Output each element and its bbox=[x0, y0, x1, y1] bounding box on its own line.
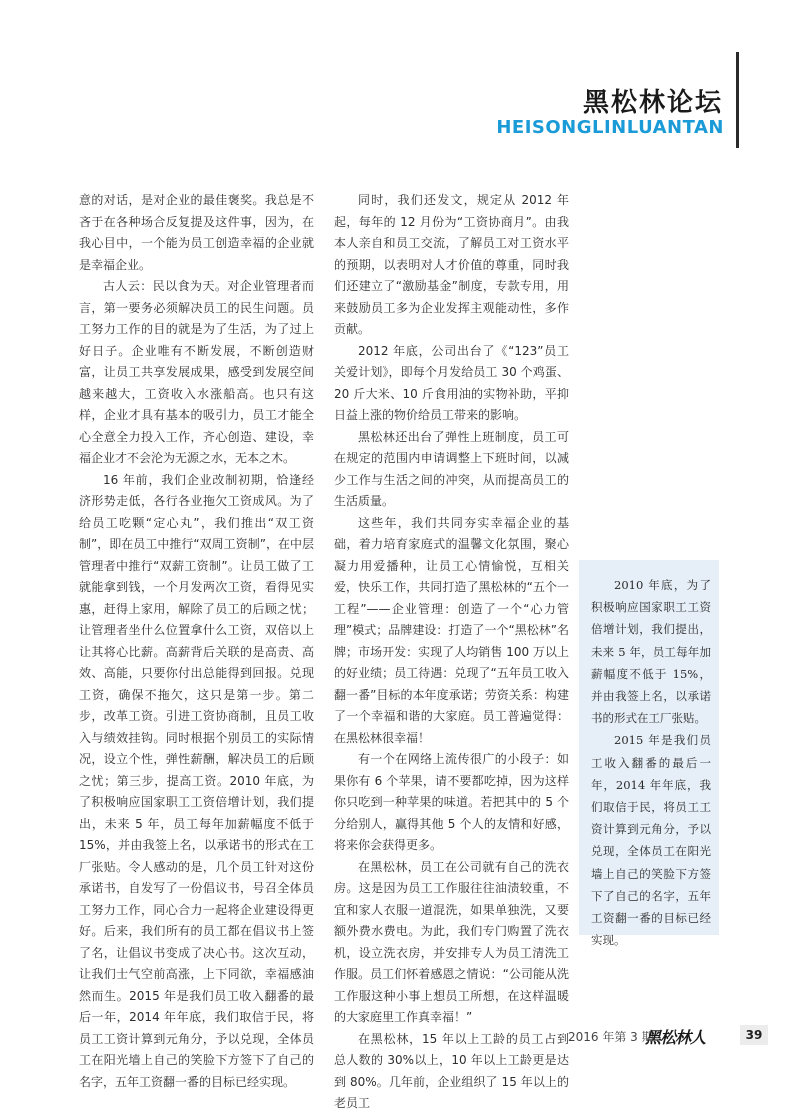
paragraph: 黑松林还出台了弹性上班制度，员工可在规定的范围内申请调整上下班时间，以减少工作与生活之间的冲突，从而提高员工的生活质量。 bbox=[334, 429, 569, 508]
section-title: 黑松林论坛 bbox=[582, 88, 723, 118]
paragraph: 在黑松林，员工在公司就有自己的洗衣房。这是因为员工工作服往往油渍较重，不宜和家人衣服一道混洗，如果单独洗，又要额外费水费电。为此，我们专门购置了洗衣机，设立洗衣房，并安排专人为员工清洗工作服。员工们怀着感恩之情说：“公司能从洗工作服这种小事上想员工所想，在这样温暖的大家庭里工作真幸福！” bbox=[334, 859, 569, 1024]
magazine-logo: 黑松林人 bbox=[645, 1028, 706, 1047]
article-column-2 bbox=[334, 190, 569, 1115]
pull-quote-text bbox=[591, 574, 711, 951]
page-number: 39 bbox=[740, 1025, 768, 1045]
paragraph: 意的对话，是对企业的最佳褒奖。我总是不吝于在各种场合反复提及这件事，因为，在我心目中，一个能为员工创造幸福的企业就是幸福企业。 bbox=[79, 193, 314, 272]
header-vertical-rule bbox=[736, 52, 739, 148]
article-column-1 bbox=[79, 190, 314, 1093]
paragraph: 这些年，我们共同夯实幸福企业的基础，着力培育家庭式的温馨文化氛围，聚心凝力用爱播种，让员工心情愉悦，互相关爱，快乐工作，共同打造了黑松林的“五个一工程”——企业管理：创造了一个“心力管理”模式；品牌建设：打造了一个“黑松林”名牌；市场开发：实现了人均销售 100 万以上的好业绩；员工待遇：兑现了“五年员工收入翻一番”目标的本年度承诺；劳资关系：构建了一个幸福和谐的大家庭。员工普遍觉得：在黑松林很幸福！ bbox=[334, 515, 569, 745]
pull-quote-paragraph: 2015 年是我们员工收入翻番的最后一年，2014 年年底，我们取信于民，将员工工资计算到元角分，予以兑现，全体员工在阳光墙上自己的笑脸下方签下了自己的名字，五年工资翻一番的目标已经实现。 bbox=[591, 733, 711, 948]
paragraph: 2012 年底，公司出台了《“123”员工关爱计划》，即每个月发给员工 30 个鸡蛋、20 斤大米、10 斤食用油的实物补助，平抑日益上涨的物价给员工带来的影响。 bbox=[334, 343, 569, 422]
paragraph: 同时，我们还发文，规定从 2012 年起，每年的 12 月份为“工资协商月”。由我本人亲自和员工交流，了解员工对工资水平的预期，以表明对人才价值的尊重，同时我们还建立了“激励基金”制度，专款专用，用来鼓励员工多为企业发挥主观能动性，多作贡献。 bbox=[334, 193, 569, 336]
section-title-pinyin: HEISONGLINLUANTAN bbox=[496, 117, 724, 138]
paragraph: 古人云：民以食为天。对企业管理者而言，第一要务必须解决员工的民生问题。员工努力工作的目的就是为了生活，为了过上好日子。企业唯有不断发展，不断创造财富，让员工共享发展成果，感受到发展空间越来越大，工资收入水涨船高。也只有这样，企业才具有基本的吸引力，员工才能全心全意全力投入工作，齐心创造、建设，幸福企业才不会沦为无源之水，无本之木。 bbox=[79, 279, 314, 465]
paragraph: 有一个在网络上流传很广的小段子：如果你有 6 个苹果，请不要都吃掉，因为这样你只吃到一种苹果的味道。若把其中的 5 个分给别人，赢得其他 5 个人的友情和好感，将来你会获得更多。 bbox=[334, 752, 569, 852]
paragraph: 在黑松林，15 年以上工龄的员工占到总人数的 30%以上，10 年以上工龄更是达到 80%。几年前，企业组织了 15 年以上的老员工 bbox=[334, 1031, 569, 1110]
issue-label: 2016 年第 3 期 bbox=[568, 1030, 654, 1044]
pull-quote-paragraph: 2010 年底，为了积极响应国家职工工资倍增计划，我们提出，未来 5 年，员工每年加薪幅度不低于 15%，并由我签上名，以承诺书的形式在工厂张贴。 bbox=[591, 578, 711, 726]
paragraph: 16 年前，我们企业改制初期，恰逢经济形势走低，各行各业拖欠工资成风。为了给员工吃颗“定心丸”，我们推出“双工资制”，即在员工中推行“双周工资制”，在中层管理者中推行“双薪工资制”。让员工做了工就能拿到钱，一个月发两次工资，看得见实惠，赶得上家用，解除了员工的后顾之忧；让管理者坐什么位置拿什么工资，双倍以上让其将心比薪。高薪背后关联的是高责、高效、高能，只要你付出总能得到回报。兑现工资，确保不拖欠，这只是第一步。第二步，改革工资。引进工资协商制，且员工收入与绩效挂钩。同时根据个别员工的实际情况，设立个性，弹性薪酬，解决员工的后顾之忧；第三步，提高工资。2010 年底，为了积极响应国家职工工资倍增计划，我们提出，未来 5 年，员工每年加薪幅度不低于 15%，并由我签上名，以承诺书的形式在工厂张贴。令人感动的是，几个员工针对这份承诺书，自发写了一份倡议书，号召全体员工努力工作，同心合力一起将企业建设得更好。后来，我们所有的员工都在倡议书上签了名，让倡议书变成了决心书。这次互动，让我们士气空前高涨，上下同欲，幸福感油然而生。2015 年是我们员工收入翻番的最后一年，2014 年年底，我们取信于民，将员工工资计算到元角分，予以兑现，全体员工在阳光墙上自己的笑脸下方签下了自己的名字，五年工资翻一番的目标已经实现。 bbox=[79, 472, 314, 1089]
page-footer bbox=[540, 1025, 770, 1047]
